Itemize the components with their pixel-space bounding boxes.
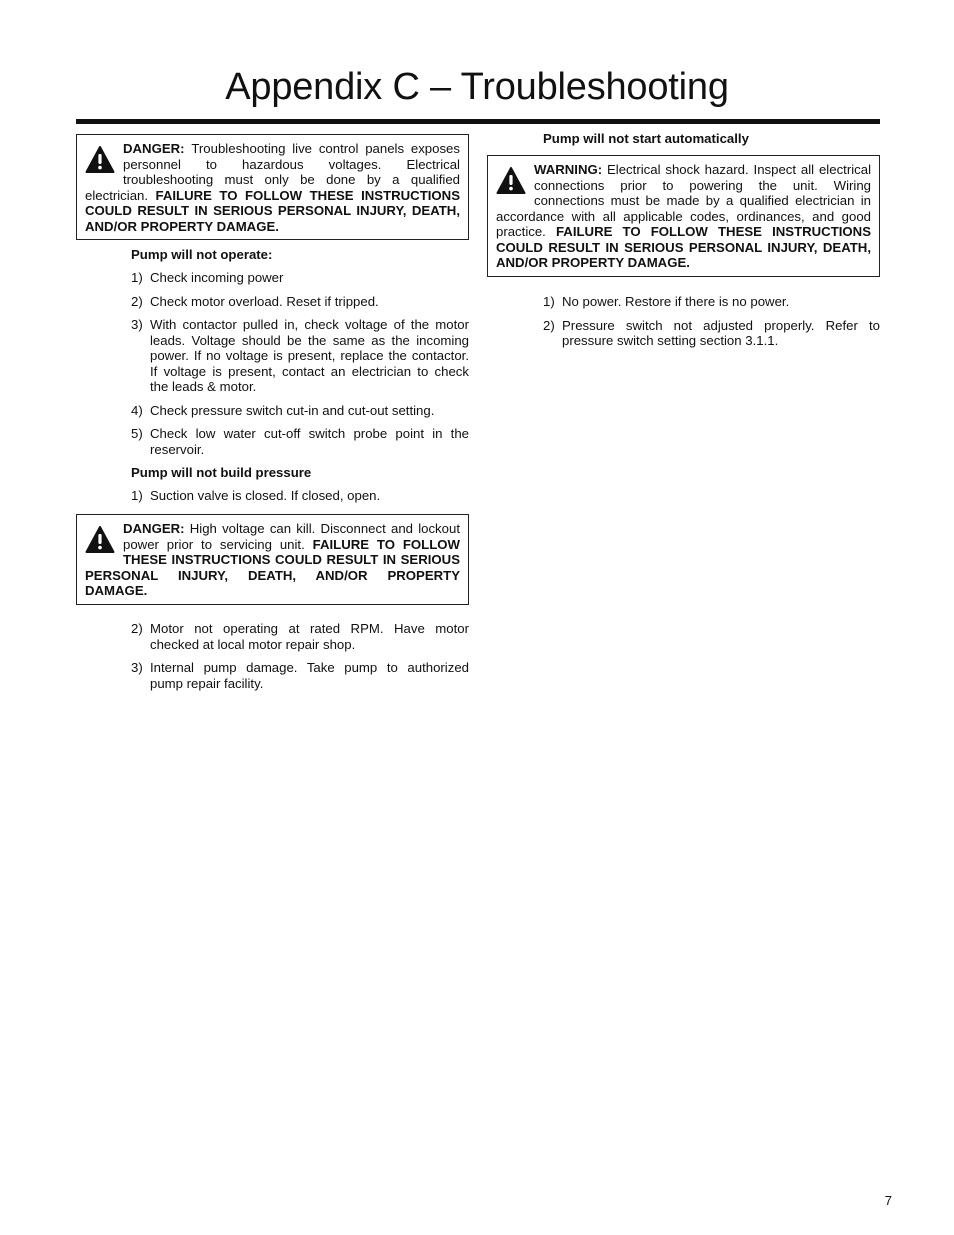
page-title: Appendix C – Troubleshooting — [225, 66, 729, 108]
heading-pump-will-not-build-pressure: Pump will not build pressure — [131, 465, 312, 480]
danger-emphasis: FAILURE TO FOLLOW THESE INSTRUCTIONS COULD RESULT IN SERIOUS PERSONAL INJURY, DEATH, AND/OR PROPERTY DAMAGE. — [85, 536, 460, 598]
list-item — [131, 426, 469, 457]
list-item — [543, 294, 880, 310]
page-number: 7 — [884, 1193, 892, 1208]
list-item-number: 2) — [131, 621, 143, 636]
list-item-text: Check pressure switch cut-in and cut-out setting. — [150, 402, 435, 418]
list-item-number: 2) — [543, 317, 555, 333]
list-item — [543, 318, 880, 349]
list-item-number: 4) — [131, 402, 143, 418]
list-item-number: 1) — [543, 294, 555, 309]
list-item — [131, 270, 469, 286]
list-item-number: 3) — [131, 660, 143, 675]
list-item — [131, 403, 469, 419]
list-item-number: 2) — [131, 293, 143, 309]
list-item-text: Internal pump damage. Take pump to authorized pump repair facility. — [150, 660, 469, 691]
list-item-text: Check low water cut-off switch probe point in the reservoir. — [150, 426, 469, 457]
list-item-number: 3) — [131, 317, 143, 332]
list-item-number: 1) — [131, 488, 143, 503]
list-pump-will-not-build-pressure-continued — [131, 621, 469, 699]
warning-label: WARNING: — [534, 162, 607, 177]
heading-pump-will-not-operate: Pump will not operate: — [131, 247, 273, 262]
warning-box-electrical-shock — [487, 155, 880, 277]
list-item — [131, 488, 469, 504]
list-pump-will-not-operate — [131, 270, 469, 465]
list-item — [131, 294, 469, 310]
list-item-text: Motor not operating at rated RPM. Have motor checked at local motor repair shop. — [150, 621, 469, 652]
list-item-text: Check motor overload. Reset if tripped. — [150, 293, 379, 309]
danger-label: DANGER: — [123, 521, 190, 536]
list-pump-will-not-start-automatically — [543, 294, 880, 357]
list-item — [131, 317, 469, 395]
warning-triangle-icon — [85, 525, 115, 555]
list-item-text: No power. Restore if there is no power. — [562, 294, 790, 309]
heading-pump-will-not-start-automatically: Pump will not start automatically — [543, 131, 749, 146]
list-item-text: With contactor pulled in, check voltage of the motor leads. Voltage should be the same as the incoming power. If no voltage is present, replace the contactor. If voltage is present, contact an electrician to check the leads & motor. — [150, 317, 469, 394]
danger-text: Troubleshooting live control panels exposes personnel to hazardous voltages. Electrical troubleshooting must only be done by a qualified electrician. — [85, 141, 460, 203]
danger-box-live-panels — [76, 134, 469, 240]
list-item-text: Check incoming power — [150, 270, 284, 285]
list-item — [131, 621, 469, 652]
list-item-text: Pressure switch not adjusted properly. Refer to pressure switch setting section 3.1.1. — [562, 317, 880, 348]
title-rule — [76, 119, 880, 124]
list-item — [131, 660, 469, 691]
warning-emphasis: FAILURE TO FOLLOW THESE INSTRUCTIONS COULD RESULT IN SERIOUS PERSONAL INJURY, DEATH, AND/OR PROPERTY DAMAGE. — [496, 224, 871, 270]
list-item-number: 5) — [131, 426, 143, 441]
danger-emphasis: FAILURE TO FOLLOW THESE INSTRUCTIONS COULD RESULT IN SERIOUS PERSONAL INJURY, DEATH, AND/OR PROPERTY DAMAGE. — [85, 187, 460, 234]
warning-triangle-icon — [496, 166, 526, 196]
warning-text: Electrical shock hazard. Inspect all electrical connections prior to powering the unit. Wiring connections must be made by a qualified electrician in accordance with all applicable codes, ordinances, and good practice. — [496, 162, 872, 239]
warning-triangle-icon — [85, 145, 115, 175]
list-item-text: Suction valve is closed. If closed, open. — [150, 488, 381, 503]
list-pump-will-not-build-pressure — [131, 488, 469, 512]
danger-label: DANGER: — [123, 141, 192, 156]
list-item-number: 1) — [131, 270, 143, 285]
danger-text: High voltage can kill. Disconnect and lockout power prior to servicing unit. — [123, 521, 460, 552]
danger-box-high-voltage — [76, 514, 469, 605]
